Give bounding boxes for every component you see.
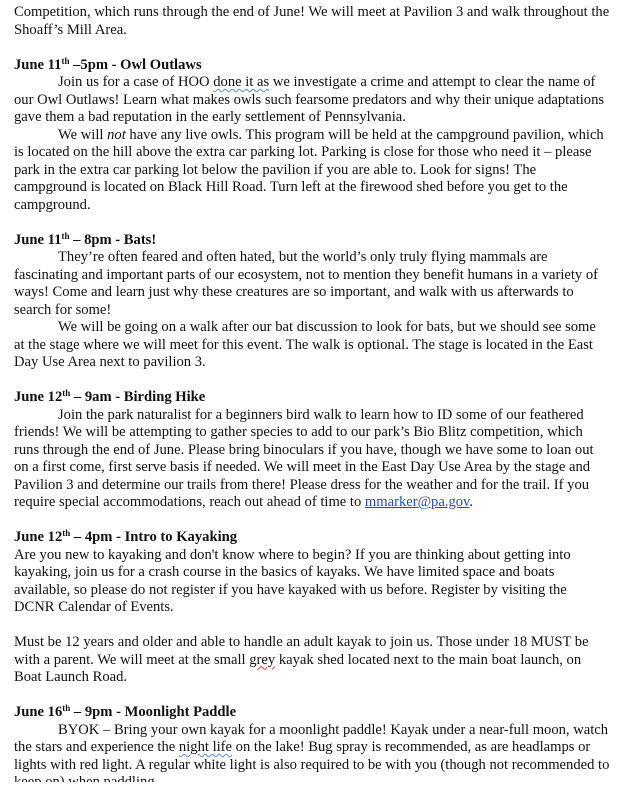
event-heading-intro-to-kayaking: [14, 529, 610, 547]
event-date: June 12: [14, 389, 63, 405]
spacer: [14, 372, 610, 390]
event-heading-birding-hike: [14, 389, 610, 407]
spacer: [14, 39, 610, 57]
event-description: Are you new to kayaking and don't know where to begin? If you are thinking about getting into kayaking, join us for a crash course in the basics of kayaks. We have limited space and boats available, so please do not register if you have kayaked with us before. Register by visiting the DCNR Calendar of Events.: [14, 546, 571, 615]
email-link[interactable]: mmarker@pa.gov: [364, 494, 470, 510]
event-description: [14, 74, 610, 127]
event-description: [14, 407, 610, 512]
text-run: Join the park naturalist for a beginners bird walk to learn how to ID some of our feathered friends! We will be attempting to gather species to add to our park’s Bio Blitz competition, which runs through the end of June. Please bring binoculars if you have, though we have some to loan out on a first come, first serve basis if needed. We will meet in the East Day Use Area by the stage and Pavilion 3 and determine our trails from there! Please dress for the weather and for the trail. If you require special accommodations, reach out ahead of time to: [14, 406, 594, 510]
date-suffix: th: [62, 703, 71, 713]
text-run: we investigate a crime and attempt to clear the name of our Owl Outlaws! Learn what makes owls such fearsome predators and why their unique adaptations gave them a bad reputation in the early settlement of Pennsylvania.: [14, 74, 605, 125]
event-heading-owl-outlaws: [14, 57, 610, 75]
text-run: kayak shed located next to the main boat launch, on Boat Launch Road.: [14, 651, 582, 685]
text-run: Join us for a case of HOO: [58, 74, 214, 90]
grammar-flag[interactable]: night life: [178, 739, 233, 755]
date-suffix: th: [61, 55, 70, 66]
intro-paragraph: Competition, which runs through the end of June! We will meet at Pavilion 3 and walk throughout the Shoaff’s Mill Area.: [14, 4, 610, 38]
event-title: –5pm - Owl Outlaws: [69, 56, 202, 73]
spacer: [14, 512, 610, 530]
spacer: [14, 617, 610, 635]
date-suffix: th: [62, 388, 71, 398]
event-description: They’re often feared and often hated, but the world’s only truly flying mammals are fascinating and important parts of our ecosystem, not to mention they benefit humans in a variety of ways! Come and learn just why these creatures are so important, and walk with us afterwards to search for some!: [14, 249, 599, 318]
emphasis-text: not: [107, 126, 126, 143]
date-suffix: th: [61, 230, 70, 241]
event-description: [14, 634, 610, 687]
event-description: [14, 722, 610, 792]
event-title: – 4pm - Intro to Kayaking: [70, 529, 238, 545]
spacer: [14, 214, 610, 232]
grammar-flag[interactable]: done it as: [213, 74, 270, 90]
event-description: [14, 127, 610, 215]
text-run: Must be 12 years and older and able to handle an adult kayak to join us. Those under 18 MUST be with a parent. We will meet at the small: [14, 634, 589, 668]
event-title: – 9pm - Moonlight Paddle: [70, 704, 237, 720]
date-suffix: th: [62, 528, 71, 538]
event-title: – 8pm - Bats!: [69, 231, 157, 248]
event-title: – 9am - Birding Hike: [70, 389, 206, 405]
text-run: on the lake! Bug spray is recommended, as are headlamps or lights with red light. A regular white light is also required to be with you (though not recommended to: [14, 739, 610, 773]
text-run: .: [469, 494, 474, 510]
text-run: have any live owls. This program will be held at the campground pavilion, which is located on the hill above the extra car parking lot. Parking is close for those who need it – please park in the extra car parking lot below the pavilion if you are able to. Look for signs! The campground is located on Black Hill Road. Turn left at the firewood shed before you get to the campground.: [14, 126, 604, 213]
event-date: June 16: [14, 704, 63, 720]
event-heading-bats: [14, 232, 610, 250]
event-date: June 11: [14, 231, 62, 248]
spacer: [14, 687, 610, 705]
text-run: We will: [58, 126, 108, 143]
event-description: We will be going on a walk after our bat discussion to look for bats, but we should see some at the stage where we will meet for this event. The walk is optional. The stage is located in the East Day Use Area next to pavilion 3.: [14, 319, 596, 370]
event-date: June 11: [14, 56, 62, 73]
spelling-flag[interactable]: grey: [249, 651, 276, 668]
page-bottom-edge: [0, 782, 622, 800]
event-heading-moonlight-paddle: [14, 704, 610, 722]
event-date: June 12: [14, 529, 63, 545]
text-run: BYOK – Bring your own kayak for a moonlight paddle! Kayak under a near-full moon, watch the stars and experience the: [14, 721, 609, 755]
document-page: [14, 4, 610, 792]
